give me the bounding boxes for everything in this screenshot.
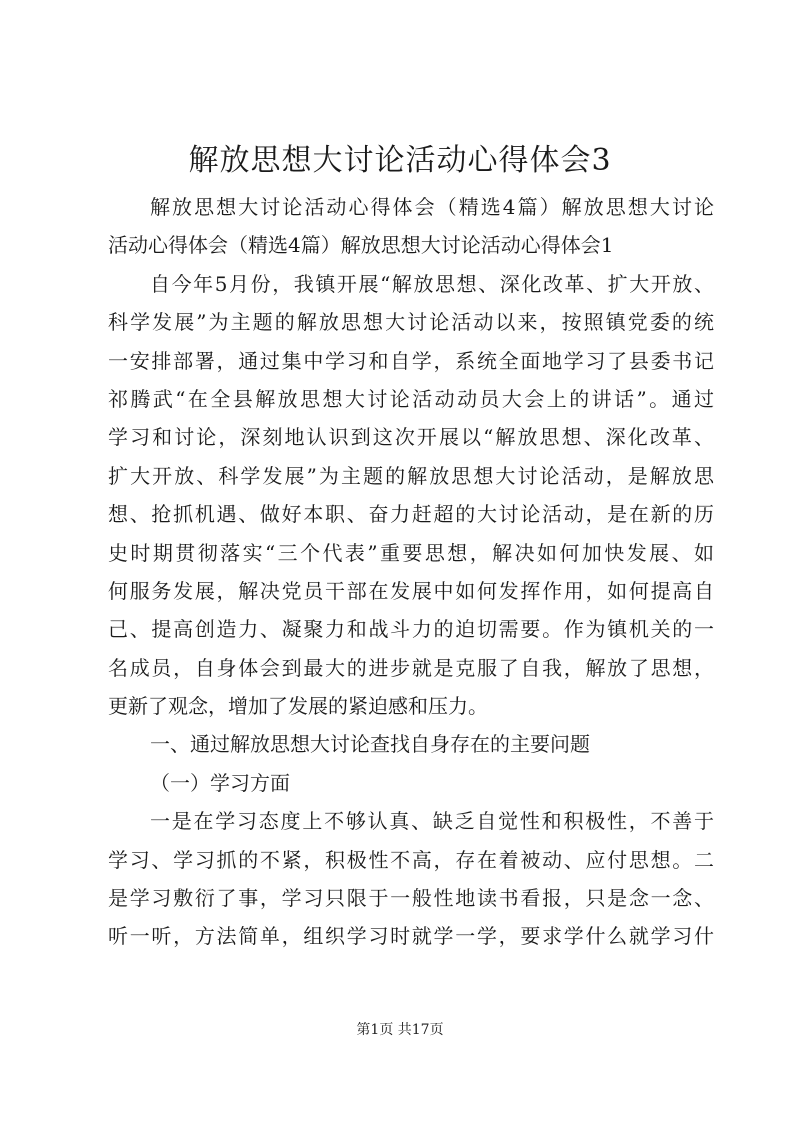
body-line: 想、抢抓机遇、做好本职、奋力赶超的大讨论活动，是在新的历	[108, 502, 714, 527]
body-line: 学习、学习抓的不紧，积极性不高，存在着被动、应付思想。二	[108, 847, 714, 872]
body-line: 史时期贯彻落实“三个代表”重要思想，解决如何加快发展、如	[108, 540, 714, 565]
body-line: 学习和讨论，深刻地认识到这次开展以“解放思想、深化改革、	[108, 425, 714, 450]
section-heading: 一、通过解放思想大讨论查找自身存在的主要问题	[150, 732, 590, 757]
document-title: 解放思想大讨论活动心得体会3	[188, 143, 612, 178]
body-line: 科学发展”为主题的解放思想大讨论活动以来，按照镇党委的统	[108, 310, 714, 335]
body-line: 活动心得体会（精选4篇）解放思想大讨论活动心得体会1	[108, 233, 614, 258]
body-line: 一是在学习态度上不够认真、缺乏自觉性和积极性，不善于	[150, 809, 714, 834]
body-line: 祁腾武“在全县解放思想大讨论活动动员大会上的讲话”。通过	[108, 386, 714, 411]
body-line: 解放思想大讨论活动心得体会（精选4篇）解放思想大讨论	[150, 195, 714, 219]
body-line: 听一听，方法简单，组织学习时就学一学，要求学什么就学习什	[108, 924, 714, 949]
document-body	[108, 188, 714, 956]
body-line: 更新了观念，增加了发展的紧迫感和压力。	[108, 694, 488, 719]
body-line: 己、提高创造力、凝聚力和战斗力的迫切需要。作为镇机关的一	[108, 617, 714, 642]
body-line: 是学习敷衍了事，学习只限于一般性地读书看报，只是念一念、	[108, 886, 714, 911]
body-line: 自今年5月份，我镇开展“解放思想、深化改革、扩大开放、	[150, 271, 714, 296]
body-line: 何服务发展，解决党员干部在发展中如何发挥作用，如何提高自	[108, 578, 714, 603]
subsection-heading: （一）学习方面	[150, 770, 290, 795]
body-line: 扩大开放、科学发展”为主题的解放思想大讨论活动，是解放思	[108, 463, 714, 488]
body-line: 一安排部署，通过集中学习和自学，系统全面地学习了县委书记	[108, 348, 714, 373]
body-line: 名成员，自身体会到最大的进步就是克服了自我，解放了思想，	[108, 655, 714, 680]
page-footer: 第1页 共17页	[356, 1022, 444, 1038]
